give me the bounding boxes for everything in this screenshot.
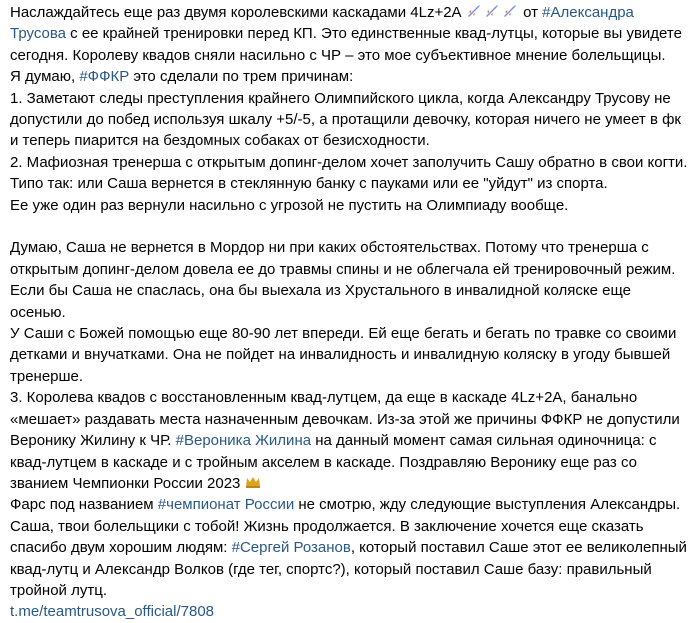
reasons-suffix: это сделали по трем причинам: [129, 68, 354, 86]
hashtag-rozanov[interactable]: #Сергей Розанов [231, 539, 351, 557]
paragraph-reason-3 [10, 387, 690, 494]
hashtag-trusova[interactable]: #Александра Трусова [10, 4, 634, 43]
paragraph-reasons [10, 66, 690, 87]
paragraph-farce [10, 494, 690, 601]
spacer [10, 216, 690, 237]
reasons-prefix: Я думаю, [10, 68, 80, 86]
paragraph-future: У Саши с Божей помощью еще 80-90 лет впереди. Ей еще бегать и бегать по травке со своими детками и внучатками. Она не пойдет на инвалидность и инвалидную коляску в угоду бывшей тренерше. [10, 325, 677, 385]
paragraph-mordor: Думаю, Саша не вернется в Мордор ни при каких обстоятельствах. Потому что тренерша с открытым допинг-делом довела ее до травмы спины и не облегчала ей тренировочный режим. Если бы Саша не спаслась, она бы выехала из Хрустального в инвалидной коляске еще осенью. [10, 239, 676, 321]
intro-from: от [523, 4, 543, 21]
farce-text: не смотрю, жду следующие выступления Александры. Саша, твои болельщики с тобой! Жизнь продолжается. В заключение хочется еще сказать спасибо двум хорошим людям: [10, 496, 681, 557]
telegram-link[interactable]: t.me/teamtrusova_official/7808 [10, 603, 215, 621]
intro-rest: с ее крайней тренировки перед КП. Это единственные квад-лутцы, которые вы увидете сегодня. Королеву квадов сняли насильно с ЧР – это мое субъективное мнение болельщицы. [10, 25, 682, 64]
hashtag-zhilina[interactable]: #Вероника Жилина [175, 432, 312, 450]
reason-3-rest: на данный момент самая сильная одиночница: с квад-лутцем в каскаде и с тройным акселем в каскаде. Поздравляю Веронику еще раз со званием Чемпионки России 2023 [10, 432, 657, 492]
crown-icon [245, 475, 261, 489]
paragraph-reason-2c: Ее уже один раз вернули насильно с угрозой не пустить на Олимпиаду вообще. [10, 196, 569, 214]
hashtag-ffkr[interactable]: #ФФКР [79, 68, 130, 86]
farce-rest: , который поставил Саше этот ее великолепный квад-лутц и Александр Волков (где тег, спортс?), который поставил Саше базу: правильный тройной лутц. [10, 539, 687, 599]
rocket-icon [502, 4, 518, 18]
paragraph-reason-2: 2. Мафиозная тренерша с открытым допинг-делом хочет заполучить Сашу обратно в свои когти. [10, 153, 688, 171]
post-text [10, 2, 690, 623]
rocket-icon [466, 4, 482, 18]
paragraph-reason-2b: Типо так: или Саша вернется в стеклянную банку с пауками или ее "уйдут" из спорта. [10, 175, 608, 193]
farce-prefix: Фарс под названием [10, 496, 158, 514]
paragraph-reason-1: 1. Заметают следы преступления крайнего Олимпийского цикла, когда Александру Трусову не допустили до побед используя шкалу +5/-5, а протащили девочку, которая ничего не умеет в фк и теперь пиарится на бездомных собаках от безисходности. [10, 89, 681, 150]
paragraph-link [10, 601, 690, 622]
hashtag-championship[interactable]: #чемпионат России [157, 496, 295, 514]
rocket-icon [484, 4, 500, 18]
reason-3-text: 3. Королева квадов с восстановленным квад-лутцем, да еще в каскаде 4Lz+2A, банально «мешает» раздавать места назначенным девочкам. Из-за этой же причины ФФКР не допустили Веронику Жилину к ЧР. [10, 389, 680, 450]
intro-text: Наслаждайтесь еще раз двумя королевскими каскадами 4Lz+2A [10, 4, 461, 21]
paragraph-intro [10, 2, 690, 66]
